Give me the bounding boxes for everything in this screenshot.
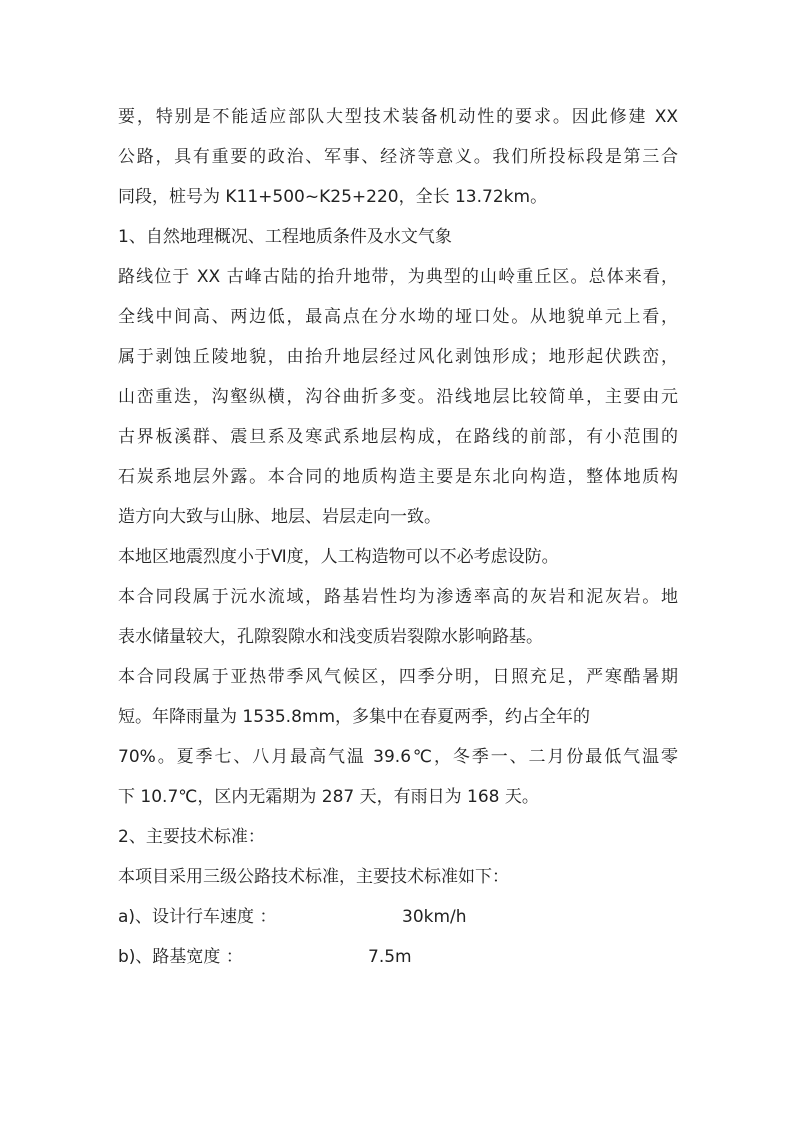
text-line: 古界板溪群、震旦系及寒武系地层构成，在路线的前部，有小范围的 xyxy=(118,427,678,447)
document-body xyxy=(118,97,678,977)
text-line: 本合同段属于沅水流域，路基岩性均为渗透率高的灰岩和泥灰岩。地 xyxy=(118,587,678,607)
paragraph-intro xyxy=(118,97,678,217)
spec-row-design-speed xyxy=(118,897,678,937)
text-line: 山峦重迭，沟壑纵横，沟谷曲折多变。沿线地层比较简单，主要由元 xyxy=(118,387,678,407)
text-line: 造方向大致与山脉、地层、岩层走向一致。 xyxy=(118,507,441,527)
text-line: 本合同段属于亚热带季风气候区，四季分明，日照充足，严寒酷暑期 xyxy=(118,667,678,687)
text-line: 下 10.7℃，区内无霜期为 287 天，有雨日为 168 天。 xyxy=(118,787,539,807)
paragraph-hydro xyxy=(118,577,678,657)
text-line: 公路，具有重要的政治、军事、经济等意义。我们所投标段是第三合 xyxy=(118,147,678,167)
text-line: 属于剥蚀丘陵地貌，由抬升地层经过风化剥蚀形成；地形起伏跌峦， xyxy=(118,347,678,367)
text-line: 路线位于 XX 古峰古陆的抬升地带，为典型的山岭重丘区。总体来看， xyxy=(118,267,678,287)
spec-label: a)、设计行车速度 ： xyxy=(118,907,277,927)
spec-value: 7.5m xyxy=(368,947,412,967)
text-line: 表水储量较大，孔隙裂隙水和浅变质岩裂隙水影响路基。 xyxy=(118,627,543,647)
text-line: 70%。夏季七、八月最高气温 39.6℃，冬季一、二月份最低气温零 xyxy=(118,747,678,767)
text-line: 同段，桩号为 K11+500~K25+220，全长 13.72km。 xyxy=(118,187,548,207)
text-line: 全线中间高、两边低，最高点在分水坳的垭口处。从地貌单元上看， xyxy=(118,307,678,327)
text-line: 短。年降雨量为 1535.8mm，多集中在春夏两季，约占全年的 xyxy=(118,707,591,727)
spec-value: 30km/h xyxy=(402,907,467,927)
spec-label: b)、路基宽度 ： xyxy=(118,947,243,967)
section-heading-2: 2、主要技术标准： xyxy=(118,827,265,847)
spec-row-roadbed-width xyxy=(118,937,678,977)
paragraph-geology xyxy=(118,257,678,537)
paragraph-standards: 本项目采用三级公路技术标准，主要技术标准如下： xyxy=(118,867,509,887)
paragraph-seismic: 本地区地震烈度小于Ⅵ度，人工构造物可以不必考虑设防。 xyxy=(118,547,559,567)
paragraph-climate xyxy=(118,657,678,817)
text-line: 石炭系地层外露。本合同的地质构造主要是东北向构造，整体地质构 xyxy=(118,467,678,487)
text-line: 要，特别是不能适应部队大型技术装备机动性的要求。因此修建 XX xyxy=(118,107,678,127)
section-heading-1: 1、自然地理概况、工程地质条件及水文气象 xyxy=(118,227,452,247)
